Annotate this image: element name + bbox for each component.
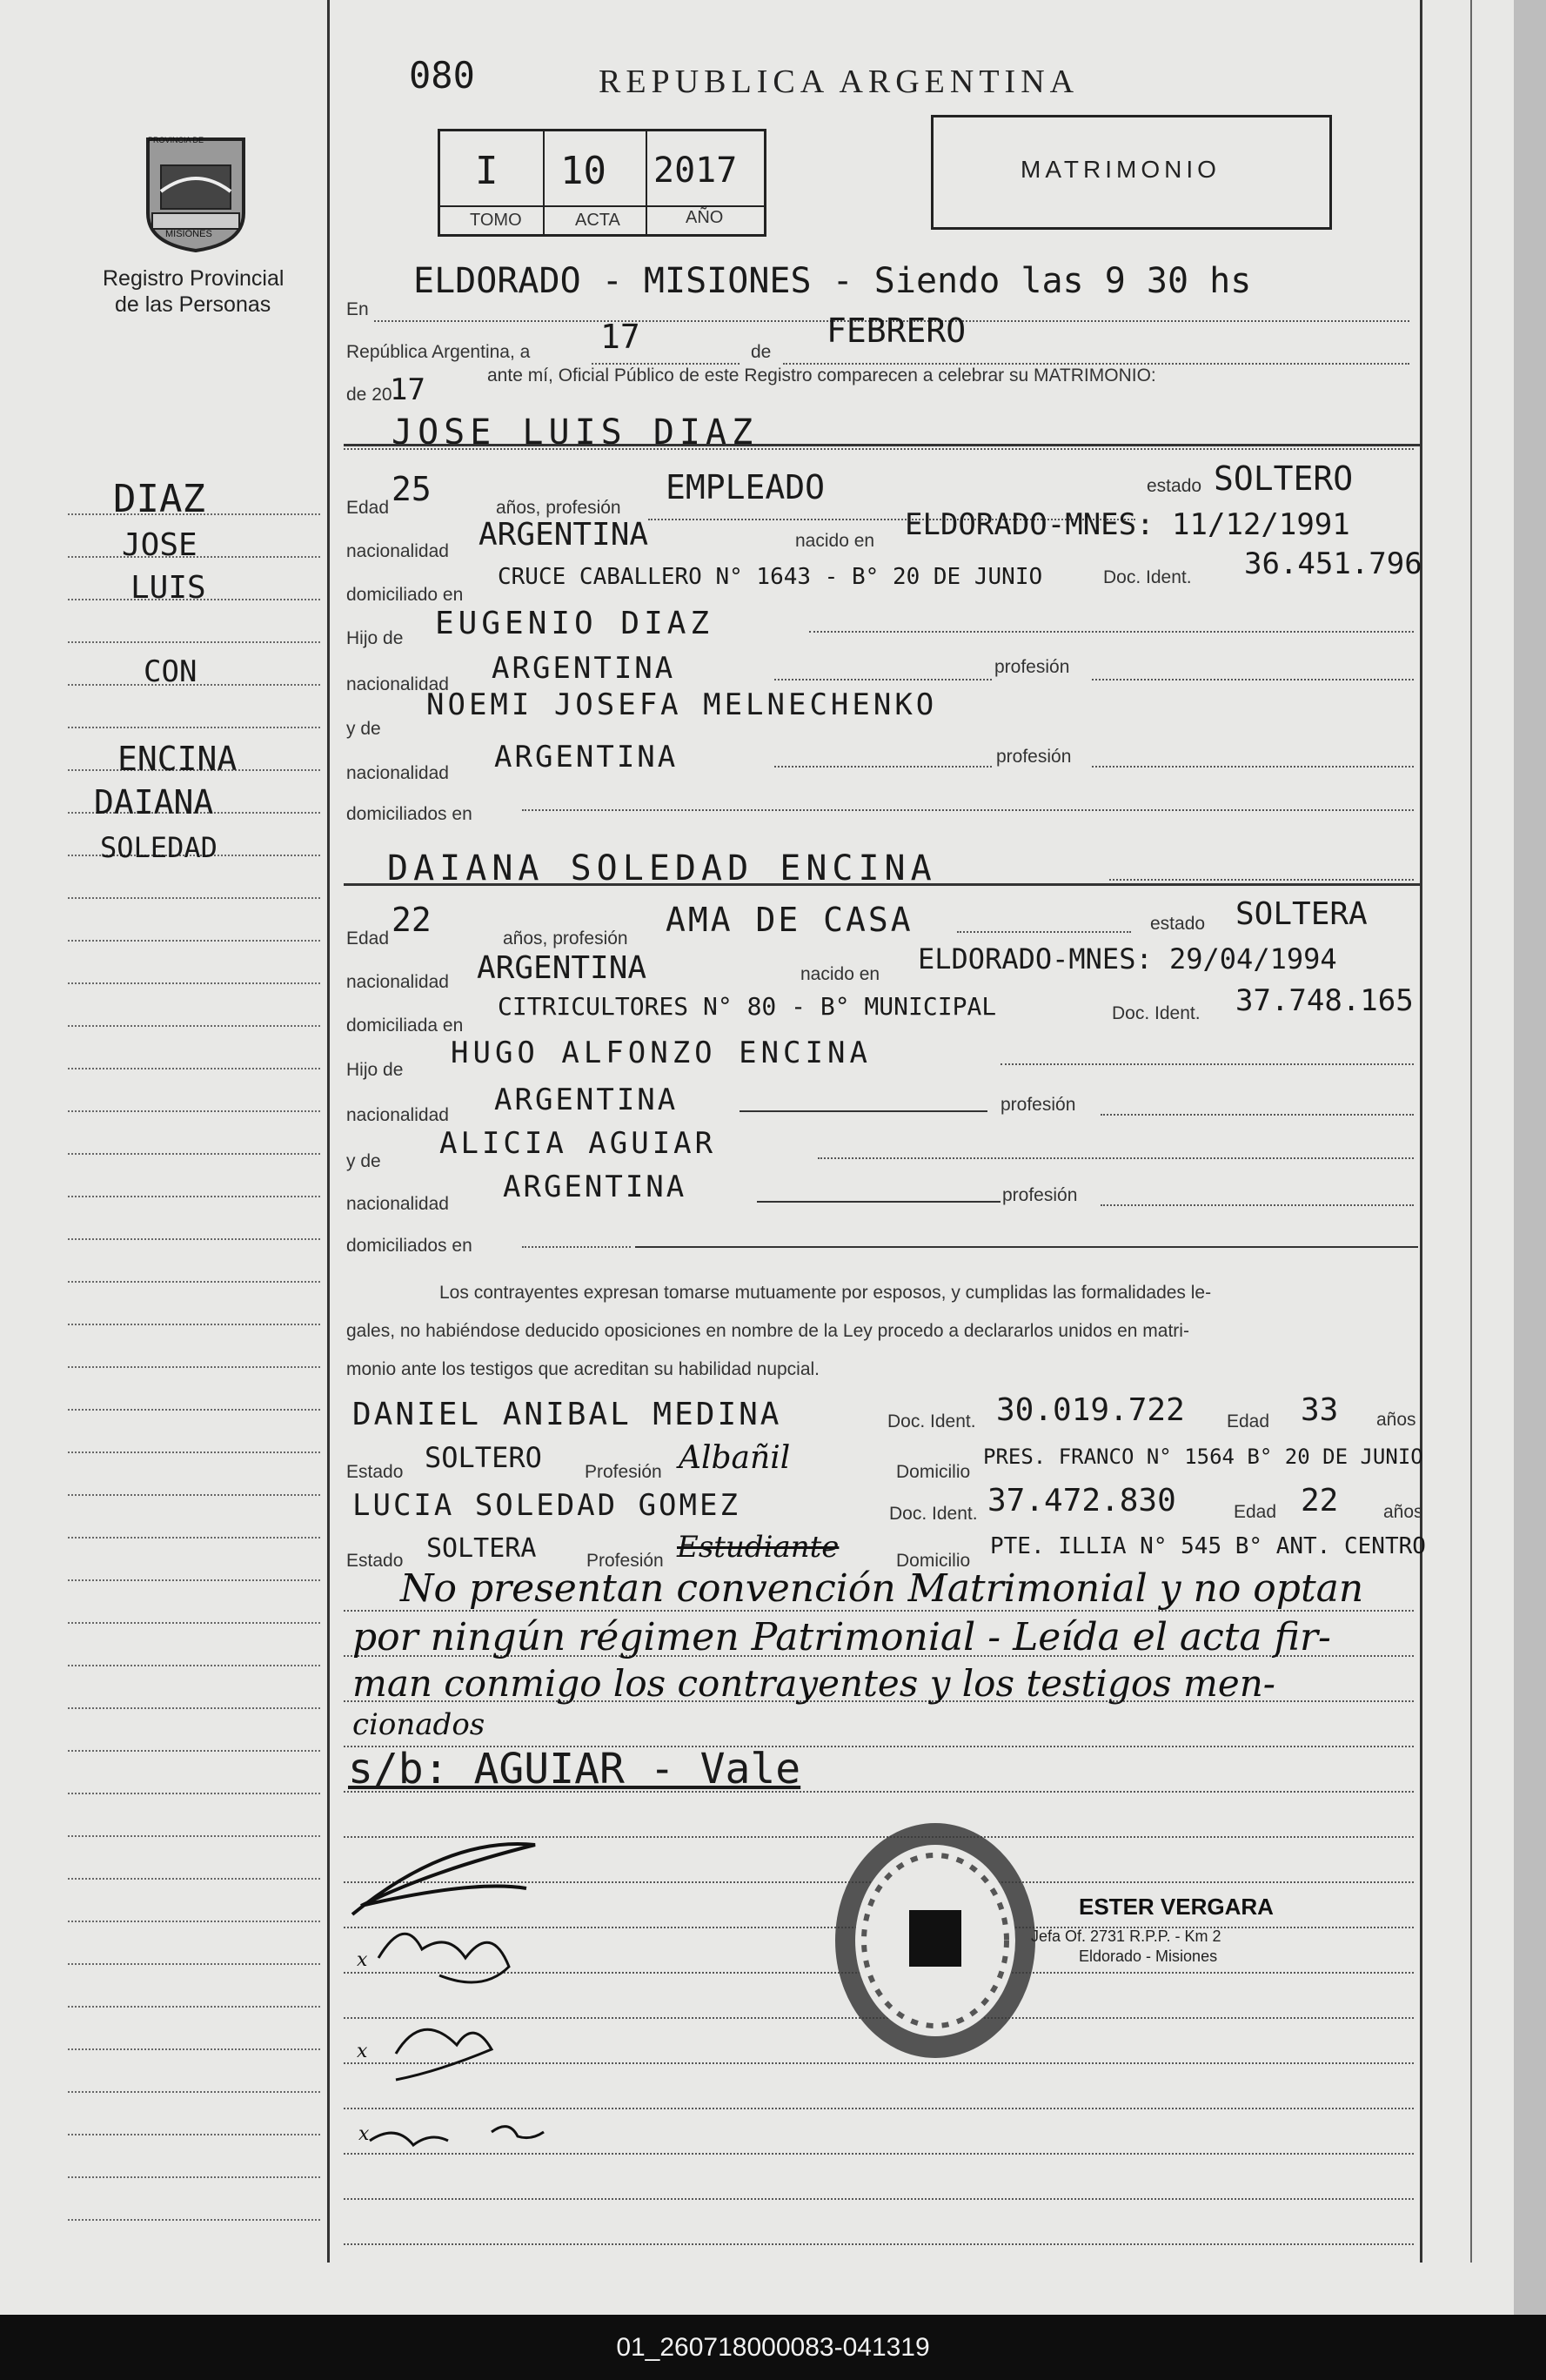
w2-domicilio-label: Domicilio — [896, 1551, 971, 1571]
s1-edad-label: Edad — [346, 498, 390, 518]
margin-rule — [68, 1622, 320, 1624]
registry-name-line1: Registro Provincial — [103, 266, 284, 291]
note-line-4: cionados — [352, 1707, 485, 1742]
de-label: de — [751, 342, 772, 362]
acta-label: ACTA — [575, 211, 620, 230]
footer-id: 01_260718000083-041319 — [616, 2332, 930, 2362]
registry-name-line2: de las Personas — [115, 292, 271, 317]
margin-rule — [68, 1366, 320, 1368]
margin-note-2: JOSE — [122, 527, 197, 563]
s1-padre-nacionalidad-label: nacionalidad — [346, 674, 449, 694]
note-rule — [344, 2198, 1414, 2200]
signature-area — [344, 1819, 779, 2176]
s1-madre: NOEMI JOSEFA MELNECHENKO — [426, 687, 938, 722]
correction-note: s/b: AGUIAR - Vale — [348, 1745, 801, 1793]
signature-mark-1: x — [357, 1949, 368, 1971]
w1-anos-label: años — [1376, 1410, 1416, 1430]
s1-madre-profesion-label: profesión — [996, 747, 1072, 767]
s2-yde-label: y de — [346, 1151, 381, 1171]
file-id-bar — [0, 2315, 1546, 2380]
s2-doc: 37.748.165 — [1235, 983, 1414, 1018]
w2-edad-label: Edad — [1234, 1502, 1277, 1522]
signature-mark-3: x — [358, 2123, 370, 2145]
s2-nacionalidad: ARGENTINA — [477, 950, 647, 986]
s2-nacionalidad-label: nacionalidad — [346, 972, 449, 992]
margin-rule — [68, 1750, 320, 1752]
spouse1-full-name: JOSE LUIS DIAZ — [392, 412, 759, 453]
margin-rule — [68, 897, 320, 899]
matrimonio-box — [931, 115, 1332, 230]
margin-rule — [68, 1963, 320, 1965]
note-line-2: por ningún régimen Patrimonial - Leída el acta fir- — [352, 1615, 1331, 1659]
s2-madre-nacionalidad: ARGENTINA — [503, 1170, 687, 1204]
w1-doc-label: Doc. Ident. — [887, 1411, 976, 1431]
margin-note-4: CON — [144, 654, 197, 689]
folio-number: 080 — [409, 54, 475, 97]
s1-nacionalidad-label: nacionalidad — [346, 541, 449, 561]
book-edge — [1514, 0, 1546, 2315]
s2-doc-label: Doc. Ident. — [1112, 1003, 1201, 1023]
country-title: REPUBLICA ARGENTINA — [599, 64, 1080, 100]
year-suffix: 17 — [390, 372, 425, 407]
margin-rule — [68, 1110, 320, 1112]
w1-edad-label: Edad — [1227, 1411, 1270, 1431]
margin-rule — [68, 1921, 320, 1922]
stamp-line3: Eldorado - Misiones — [1079, 1948, 1218, 1965]
signature-mark-2: x — [357, 2041, 368, 2062]
s1-yde-label: y de — [346, 719, 381, 739]
tomo-acta-anio-box — [438, 129, 766, 237]
anio-value: 2017 — [653, 151, 738, 191]
margin-note-7: SOLEDAD — [100, 831, 218, 864]
s2-padre-nacionalidad: ARGENTINA — [494, 1083, 679, 1117]
s1-domiciliados-label: domiciliados en — [346, 804, 472, 824]
note-line-3: man conmigo los contrayentes y los testigos men- — [352, 1662, 1275, 1705]
intro-month: FEBRERO — [827, 312, 967, 350]
place-time: ELDORADO - MISIONES - Siendo las 9 30 hs — [413, 261, 1252, 301]
s1-domiciliado-label: domiciliado en — [346, 585, 464, 605]
right-column-rule — [1420, 0, 1422, 2263]
s2-madre-nacionalidad-label: nacionalidad — [346, 1194, 449, 1214]
margin-rule — [68, 727, 320, 728]
w1-profesion: Albañil — [679, 1440, 791, 1476]
margin-rule — [68, 1324, 320, 1325]
w2-doc-label: Doc. Ident. — [889, 1504, 978, 1524]
s2-edad: 22 — [392, 901, 432, 939]
s1-edad: 25 — [392, 470, 432, 508]
w2-anos-label: años — [1383, 1502, 1423, 1522]
witness1-name: DANIEL ANIBAL MEDINA — [352, 1397, 782, 1432]
outer-right-rule — [1470, 0, 1472, 2263]
seal-text-bottom: MISIONES — [165, 229, 212, 239]
margin-rule — [68, 1196, 320, 1197]
s1-estado: SOLTERO — [1214, 459, 1354, 498]
margin-rule — [68, 1835, 320, 1837]
margin-note-6: DAIANA — [94, 783, 214, 821]
margin-rule — [68, 1494, 320, 1496]
tomo-label: TOMO — [470, 211, 522, 230]
margin-rule — [68, 940, 320, 942]
s1-madre-nacionalidad: ARGENTINA — [494, 740, 679, 774]
margin-rule — [68, 2048, 320, 2050]
s1-nacido-label: nacido en — [795, 531, 875, 551]
w2-estado-label: Estado — [346, 1551, 404, 1571]
s1-doc-label: Doc. Ident. — [1103, 567, 1192, 587]
w1-estado-label: Estado — [346, 1462, 404, 1482]
s1-doc: 36.451.796 — [1244, 546, 1422, 581]
margin-rule — [68, 2134, 320, 2135]
margin-rule — [68, 1238, 320, 1240]
s1-padre-nacionalidad: ARGENTINA — [492, 651, 676, 686]
note-rule — [344, 2243, 1414, 2245]
s1-nacionalidad: ARGENTINA — [479, 517, 649, 553]
s2-padre: HUGO ALFONZO ENCINA — [451, 1036, 872, 1070]
margin-rule — [68, 1537, 320, 1539]
s2-domicilio: CITRICULTORES N° 80 - B° MUNICIPAL — [498, 992, 997, 1021]
republica-label: República Argentina, a — [346, 342, 531, 362]
w2-doc: 37.472.830 — [987, 1483, 1176, 1519]
margin-note-3: LUIS — [131, 570, 206, 606]
tomo-value: I — [475, 149, 499, 193]
margin-rule — [68, 2219, 320, 2221]
s2-madre: ALICIA AGUIAR — [439, 1126, 717, 1161]
w1-estado: SOLTERO — [425, 1441, 542, 1474]
s1-padre-profesion-label: profesión — [994, 657, 1070, 677]
note-line-1: No presentan convención Matrimonial y no optan — [400, 1566, 1364, 1611]
w1-profesion-label: Profesión — [585, 1462, 662, 1482]
left-column-rule — [327, 0, 330, 2263]
spouse2-full-name: DAIANA SOLEDAD ENCINA — [387, 848, 937, 888]
declaration-line2: gales, no habiéndose deducido oposiciones en nombre de la Ley procedo a declararlos unidos en matri- — [346, 1321, 1189, 1341]
margin-rule — [68, 1409, 320, 1411]
w2-domicilio: PTE. ILLIA N° 545 B° ANT. CENTRO — [990, 1533, 1426, 1559]
w1-doc: 30.019.722 — [996, 1392, 1185, 1428]
margin-rule — [68, 2006, 320, 2008]
s2-estado: SOLTERA — [1235, 896, 1368, 932]
w2-profesion: Estudiante — [677, 1530, 840, 1565]
s1-padre: EUGENIO DIAZ — [435, 606, 714, 641]
official-stamp-icon — [827, 1810, 1061, 2071]
s1-hijo-label: Hijo de — [346, 628, 404, 648]
s2-estado-label: estado — [1150, 914, 1206, 934]
year-prefix: de 20 — [346, 385, 392, 405]
stamp-line2: Jefa Of. 2731 R.P.P. - Km 2 — [1031, 1927, 1221, 1945]
s2-padre-nacionalidad-label: nacionalidad — [346, 1105, 449, 1125]
stamp-name: ESTER VERGARA — [1079, 1894, 1274, 1920]
margin-rule — [68, 1451, 320, 1453]
margin-rule — [68, 1878, 320, 1880]
anio-label: AÑO — [686, 208, 724, 227]
w1-domicilio: PRES. FRANCO N° 1564 B° 20 DE JUNIO — [983, 1445, 1423, 1469]
s2-domiciliada-label: domiciliada en — [346, 1016, 464, 1036]
en-label: En — [346, 299, 369, 319]
w1-edad: 33 — [1301, 1392, 1339, 1428]
margin-rule — [68, 2176, 320, 2178]
s2-domiciliados-label: domiciliados en — [346, 1236, 472, 1256]
w2-estado: SOLTERA — [426, 1533, 537, 1564]
s2-nacido: ELDORADO-MNES: 29/04/1994 — [918, 942, 1337, 975]
s2-anos-profesion-label: años, profesión — [503, 929, 628, 949]
margin-rule — [68, 982, 320, 984]
s1-profesion: EMPLEADO — [666, 468, 826, 506]
s1-estado-label: estado — [1147, 476, 1202, 496]
margin-rule — [68, 1665, 320, 1666]
margin-note-5: ENCINA — [117, 740, 238, 778]
w2-profesion-label: Profesión — [586, 1551, 664, 1571]
ante-mi-text: ante mí, Oficial Público de este Registro comparecen a celebrar su MATRIMONIO: — [487, 365, 1156, 385]
s2-madre-profesion-label: profesión — [1002, 1185, 1078, 1205]
declaration-line1: Los contrayentes expresan tomarse mutuamente por esposos, y cumplidas las formalidades le- — [439, 1283, 1212, 1303]
seal-text-top: PROVINCIA DE — [148, 136, 204, 144]
margin-rule — [68, 1579, 320, 1581]
s2-edad-label: Edad — [346, 929, 390, 949]
w2-edad: 22 — [1301, 1483, 1339, 1519]
s1-madre-nacionalidad-label: nacionalidad — [346, 763, 449, 783]
margin-rule — [68, 1153, 320, 1155]
margin-rule — [68, 2091, 320, 2093]
margin-rule — [68, 1068, 320, 1069]
s2-hijo-label: Hijo de — [346, 1060, 404, 1080]
margin-rule — [68, 641, 320, 643]
margin-rule — [68, 1707, 320, 1709]
s2-profesion: AMA DE CASA — [666, 901, 914, 939]
margin-rule — [68, 1025, 320, 1027]
s2-padre-profesion-label: profesión — [1001, 1095, 1076, 1115]
witness2-name: LUCIA SOLEDAD GOMEZ — [352, 1488, 740, 1523]
book-type: MATRIMONIO — [1021, 156, 1221, 183]
s1-anos-profesion-label: años, profesión — [496, 498, 621, 518]
intro-day: 17 — [600, 318, 640, 356]
s1-domicilio: CRUCE CABALLERO N° 1643 - B° 20 DE JUNIO — [498, 564, 1043, 590]
margin-note-1: DIAZ — [113, 477, 205, 521]
s2-nacido-label: nacido en — [800, 964, 880, 984]
margin-rule — [68, 1281, 320, 1283]
margin-rule — [68, 1793, 320, 1794]
s1-nacido: ELDORADO-MNES: 11/12/1991 — [905, 507, 1350, 542]
w1-domicilio-label: Domicilio — [896, 1462, 971, 1482]
declaration-line3: monio ante los testigos que acreditan su habilidad nupcial. — [346, 1359, 820, 1379]
acta-value: 10 — [560, 149, 606, 193]
